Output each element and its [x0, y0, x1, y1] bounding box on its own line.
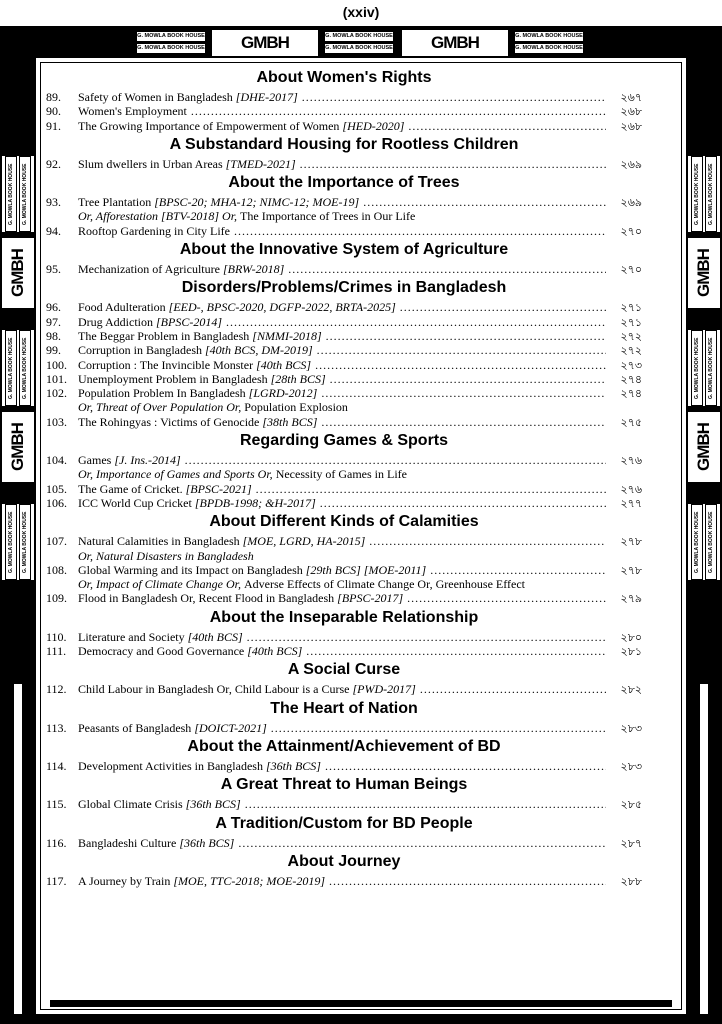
side-stamp-right [688, 330, 720, 406]
dot-leader [400, 300, 606, 314]
entry-title: Global Warming and its Impact on Bangladesh [78, 562, 303, 577]
page-number: (xxiv) [342, 4, 380, 20]
side-logo-right [688, 412, 720, 482]
dot-leader [288, 262, 606, 276]
entry-number: 99. [46, 343, 61, 358]
entry-page: ২৭৩ [620, 358, 642, 372]
entry-reference: [BRW-2018] [222, 262, 285, 277]
toc-entry [46, 358, 642, 372]
entry-title: Drug Addiction [78, 314, 153, 329]
entry-reference: [40th BCS, DM-2019] [204, 343, 313, 358]
entry-number: 92. [46, 156, 61, 171]
entry-page: ২৬৯ [620, 196, 642, 210]
toc-entry [46, 682, 642, 696]
entry-title: Corruption in Bangladesh [78, 343, 202, 358]
entry-reference: [MOE, TTC-2018; MOE-2019] [173, 873, 326, 888]
dot-leader [320, 496, 606, 510]
entry-title: Mechanization of Agriculture [78, 262, 220, 277]
entry-reference: [BPSC-20; MHA-12; NIMC-12; MOE-19] [154, 195, 360, 210]
alt-connector: Or, [78, 400, 97, 415]
alt-title: Population Explosion [244, 400, 348, 415]
entry-page: ২৭৭ [620, 496, 642, 510]
bottom-rule [50, 1000, 672, 1007]
toc-entry [46, 836, 642, 850]
section-heading: A Tradition/Custom for BD People [215, 814, 473, 832]
entry-title: The Beggar Problem in Bangladesh [78, 328, 250, 343]
entry-page: ২৮৭ [620, 836, 642, 850]
entry-number: 107. [46, 534, 67, 549]
entry-reference: [DOICT-2021] [194, 720, 267, 735]
entry-page: ২৭৪ [620, 387, 642, 401]
entry-title: Games [78, 453, 112, 468]
dot-leader [302, 90, 606, 104]
entry-title: Safety of Women in Bangladesh [78, 90, 233, 104]
entry-page: ২৭৮ [620, 535, 642, 549]
dot-leader [256, 482, 606, 496]
entry-reference: [DHE-2017] [235, 90, 298, 104]
entry-number: 112. [46, 682, 67, 697]
alt-title: Impact of Climate Change [96, 577, 226, 592]
section-heading: About Journey [287, 852, 401, 870]
stamp-text: G. MOWLA BOOK HOUSE [19, 330, 31, 406]
entry-alternate-titles [46, 577, 642, 591]
dot-leader [238, 836, 606, 850]
stamp-text: G. MOWLA BOOK HOUSE [514, 31, 584, 42]
dot-leader [306, 644, 606, 658]
toc-entry [46, 644, 642, 658]
entry-page: ২৭৬ [620, 454, 642, 468]
side-logo-left [2, 412, 34, 482]
stamp-text: G. MOWLA BOOK HOUSE [19, 504, 31, 580]
section-heading: A Substandard Housing for Rootless Children [169, 135, 519, 153]
stamp-text: G. MOWLA BOOK HOUSE [691, 156, 703, 232]
alt-title: Necessity of Games in Life [275, 467, 407, 482]
entry-page: ২৮০ [620, 630, 642, 644]
section-heading: About Women's Rights [256, 69, 432, 86]
entry-reference: [HED-2020] [342, 118, 405, 133]
dot-leader [325, 759, 606, 773]
side-bar-left [14, 684, 22, 1014]
entry-page: ২৭০ [620, 224, 642, 238]
stamp-text: G. MOWLA BOOK HOUSE [705, 156, 717, 232]
entry-page: ২৭৬ [620, 482, 642, 496]
toc-entry [46, 329, 642, 343]
entry-reference: [PWD-2017] [352, 682, 416, 697]
dot-leader [329, 874, 606, 888]
toc-entry [46, 262, 642, 276]
entry-number: 106. [46, 495, 67, 510]
alt-title: Natural Disasters in Bangladesh [96, 548, 254, 563]
stamp-text: G. MOWLA BOOK HOUSE [5, 330, 17, 406]
entry-title: The Game of Cricket. [78, 481, 183, 496]
entry-reference: [36th BCS] [185, 797, 241, 812]
dot-leader [330, 372, 606, 386]
entry-reference: [BPDB-1998; &H-2017] [194, 495, 316, 510]
alt-connector: Or, [78, 209, 96, 224]
entry-title: The Rohingyas : Victims of Genocide [78, 414, 260, 429]
table-of-contents [46, 66, 642, 888]
entry-alternate-titles [46, 549, 642, 563]
side-logo-right [688, 238, 720, 308]
stamp-text: G. MOWLA BOOK HOUSE [691, 330, 703, 406]
section-heading: Regarding Games & Sports [239, 432, 449, 450]
entry-number: 97. [46, 314, 61, 329]
alt-connector: Or, [78, 467, 97, 482]
alt-connector: Or, [226, 577, 245, 592]
entry-title: Food Adulteration [78, 300, 166, 315]
entry-number: 116. [46, 835, 67, 850]
entry-page: ২৬৯ [620, 157, 642, 171]
entry-reference: [EED-, BPSC-2020, DGFP-2022, BRTA-2025] [168, 300, 396, 315]
stamp-text: G. MOWLA BOOK HOUSE [514, 43, 584, 54]
section-heading: About Different Kinds of Calamities [209, 513, 479, 531]
entry-title: Natural Calamities in Bangladesh [78, 534, 240, 549]
entry-alternate-titles [46, 209, 642, 223]
entry-page: ২৭১ [620, 301, 642, 315]
alt-connector: Or, [257, 467, 276, 482]
stamp-pair [512, 30, 586, 56]
entry-number: 90. [46, 104, 61, 119]
stamp-text: G. MOWLA BOOK HOUSE [691, 504, 703, 580]
side-stamp-left [2, 156, 34, 232]
alt-connector: Or, [78, 577, 97, 592]
entry-page: ২৭১ [620, 315, 642, 329]
toc-entry [46, 591, 642, 605]
entry-number: 109. [46, 591, 67, 606]
entry-page: ২৮১ [620, 645, 642, 659]
toc-entry [46, 195, 642, 209]
dot-leader [226, 315, 606, 329]
toc-entry [46, 224, 642, 238]
stamp-text: G. MOWLA BOOK HOUSE [5, 504, 17, 580]
entry-title: Slum dwellers in Urban Areas [78, 156, 223, 171]
dot-leader [271, 721, 606, 735]
toc-entry [46, 372, 642, 386]
entry-page: ২৭৪ [620, 372, 642, 386]
toc-entry [46, 496, 642, 510]
entry-reference: [TMED-2021] [225, 156, 296, 171]
entry-number: 94. [46, 223, 61, 238]
dot-leader [315, 358, 606, 372]
entry-title: Corruption : The Invincible Monster [78, 357, 254, 372]
entry-alternate-titles [46, 467, 642, 481]
section-heading: About the Attainment/Achievement of BD [187, 737, 501, 755]
entry-page: ২৬৮ [620, 105, 642, 119]
entry-reference: [28th BCS] [270, 371, 326, 386]
dot-leader [363, 195, 606, 209]
stamp-text: G. MOWLA BOOK HOUSE [136, 31, 206, 42]
entry-title: The Growing Importance of Empowerment of Women [78, 118, 340, 133]
toc-entry [46, 721, 642, 735]
entry-reference: [40th BCS] [187, 629, 243, 644]
entry-title: ICC World Cup Cricket [78, 495, 192, 510]
entry-number: 96. [46, 300, 61, 315]
entry-page: ২৭২ [620, 344, 642, 358]
entry-number: 108. [46, 562, 67, 577]
toc-entry [46, 563, 642, 577]
logo: GMBH [694, 423, 713, 471]
alt-connector: [BTV-2018] Or, [161, 209, 241, 224]
entry-title: Population Problem In Bangladesh [78, 386, 246, 401]
entry-reference: [BPSC-2021] [185, 481, 252, 496]
entry-title: Flood in Bangladesh Or, Recent Flood in Bangladesh [78, 591, 335, 606]
entry-reference: [36th BCS] [265, 758, 321, 773]
entry-page: ২৭৫ [620, 415, 642, 429]
dot-leader [430, 563, 606, 577]
entry-title: Peasants of Bangladesh [78, 720, 192, 735]
side-stamp-right [688, 156, 720, 232]
dot-leader [407, 591, 606, 605]
stamp-text: G. MOWLA BOOK HOUSE [705, 330, 717, 406]
dot-leader [321, 415, 606, 429]
entry-title: Tree Plantation [78, 195, 152, 210]
entry-page: ২৭০ [620, 263, 642, 277]
toc-entry [46, 119, 642, 133]
toc-entry [46, 630, 642, 644]
section-heading: About the Innovative System of Agriculture [179, 241, 509, 259]
alt-connector: Or, [78, 548, 97, 563]
entry-number: 114. [46, 758, 67, 773]
entry-reference: [BPSC-2014] [156, 314, 222, 329]
entry-page: ২৭৮ [620, 563, 642, 577]
entry-number: 95. [46, 262, 61, 277]
entry-page: ২৭৯ [620, 592, 642, 606]
stamp-text: G. MOWLA BOOK HOUSE [324, 31, 394, 42]
entry-number: 100. [46, 357, 67, 372]
toc-entry [46, 157, 642, 171]
logo: GMBH [694, 249, 713, 297]
logo: GMBH [212, 30, 318, 56]
toc-entry [46, 534, 642, 548]
entry-reference: [LGRD-2012] [248, 386, 318, 401]
dot-leader [326, 329, 606, 343]
stamp-text: G. MOWLA BOOK HOUSE [19, 156, 31, 232]
entry-number: 110. [46, 629, 67, 644]
stamp-text: G. MOWLA BOOK HOUSE [5, 156, 17, 232]
dot-leader [408, 119, 606, 133]
dot-leader [185, 453, 606, 467]
entry-page: ২৮২ [620, 683, 642, 697]
alt-title: The Importance of Trees in Our Life [240, 209, 416, 224]
entry-title: Development Activities in Bangladesh [78, 758, 263, 773]
toc-entry [46, 315, 642, 329]
entry-number: 101. [46, 371, 67, 386]
dot-leader [321, 386, 606, 400]
toc-entry [46, 415, 642, 429]
entry-title: Women's Employment [78, 104, 187, 119]
entry-number: 93. [46, 195, 61, 210]
stamp-text: G. MOWLA BOOK HOUSE [136, 43, 206, 54]
section-heading: Disorders/Problems/Crimes in Bangladesh [181, 279, 507, 297]
entry-number: 115. [46, 797, 67, 812]
entry-page: ২৬৭ [620, 91, 642, 104]
toc-entry [46, 343, 642, 357]
dot-leader [300, 157, 606, 171]
entry-number: 98. [46, 328, 61, 343]
entry-reference: [36th BCS] [179, 835, 235, 850]
entry-reference: [40th BCS] [256, 357, 312, 372]
alt-connector: Or, [226, 400, 245, 415]
entry-number: 91. [46, 118, 61, 133]
section-heading: A Social Curse [287, 661, 401, 679]
entry-number: 89. [46, 90, 61, 104]
section-heading: About the Inseparable Relationship [209, 608, 479, 626]
entry-title: A Journey by Train [78, 873, 171, 888]
dot-leader [420, 682, 606, 696]
entry-title: Child Labour in Bangladesh Or, Child Labour is a Curse [78, 682, 350, 697]
toc-entry [46, 104, 642, 118]
entry-page: ২৭২ [620, 329, 642, 343]
entry-page: ২৮৫ [620, 798, 642, 812]
side-logo-left [2, 238, 34, 308]
entry-reference: [NMMI-2018] [252, 328, 322, 343]
toc-entry [46, 759, 642, 773]
entry-title: Bangladeshi Culture [78, 835, 177, 850]
toc-entry [46, 797, 642, 811]
toc-entry [46, 482, 642, 496]
stamp-text: G. MOWLA BOOK HOUSE [705, 504, 717, 580]
logo: GMBH [8, 423, 27, 471]
side-bar-right [700, 684, 708, 1014]
dot-leader [234, 224, 606, 238]
toc-entry [46, 300, 642, 314]
entry-number: 104. [46, 453, 67, 468]
entry-reference: [38th BCS] [262, 414, 318, 429]
entry-number: 102. [46, 386, 67, 401]
entry-title: Democracy and Good Governance [78, 644, 245, 659]
entry-page: ২৮৩ [620, 721, 642, 735]
section-heading: About the Importance of Trees [228, 174, 460, 192]
stamp-text: G. MOWLA BOOK HOUSE [324, 43, 394, 54]
section-heading: A Great Threat to Human Beings [220, 776, 468, 794]
entry-title: Literature and Society [78, 629, 185, 644]
entry-number: 117. [46, 873, 67, 888]
dot-leader [245, 797, 606, 811]
entry-number: 103. [46, 414, 67, 429]
alt-title: Threat of Over Population [96, 400, 227, 415]
dot-leader [369, 534, 606, 548]
entry-title: Rooftop Gardening in City Life [78, 223, 230, 238]
entry-title: Global Climate Crisis [78, 797, 183, 812]
header-logo-strip [0, 30, 722, 58]
toc-entry [46, 386, 642, 400]
stamp-pair [322, 30, 396, 56]
side-stamp-left [2, 330, 34, 406]
alt-title: Adverse Effects of Climate Change Or, Greenhouse Effect [244, 577, 525, 592]
alt-title: Afforestation [95, 209, 162, 224]
dot-leader [191, 104, 606, 118]
entry-alternate-titles [46, 400, 642, 414]
entry-reference: [MOE, LGRD, HA-2015] [242, 534, 366, 549]
entry-number: 113. [46, 720, 67, 735]
entry-page: ২৮৮ [620, 874, 642, 888]
entry-reference: [J. Ins.-2014] [114, 453, 181, 468]
entry-number: 105. [46, 481, 67, 496]
alt-title: Importance of Games and Sports [96, 467, 258, 482]
section-heading: The Heart of Nation [270, 699, 418, 717]
stamp-pair [134, 30, 208, 56]
dot-leader [247, 630, 606, 644]
entry-page: ২৬৮ [620, 119, 642, 133]
toc-entry [46, 874, 642, 888]
entry-reference: [40th BCS] [247, 644, 303, 659]
entry-page: ২৮৩ [620, 759, 642, 773]
entry-reference: [29th BCS] [MOE-2011] [305, 562, 427, 577]
logo: GMBH [402, 30, 508, 56]
toc-entry [46, 453, 642, 467]
side-stamp-left [2, 504, 34, 580]
toc-entry [46, 90, 642, 104]
entry-title: Unemployment Problem in Bangladesh [78, 371, 268, 386]
entry-number: 111. [46, 644, 67, 659]
side-stamp-right [688, 504, 720, 580]
dot-leader [317, 343, 606, 357]
entry-reference: [BPSC-2017] [337, 591, 404, 606]
logo: GMBH [8, 249, 27, 297]
